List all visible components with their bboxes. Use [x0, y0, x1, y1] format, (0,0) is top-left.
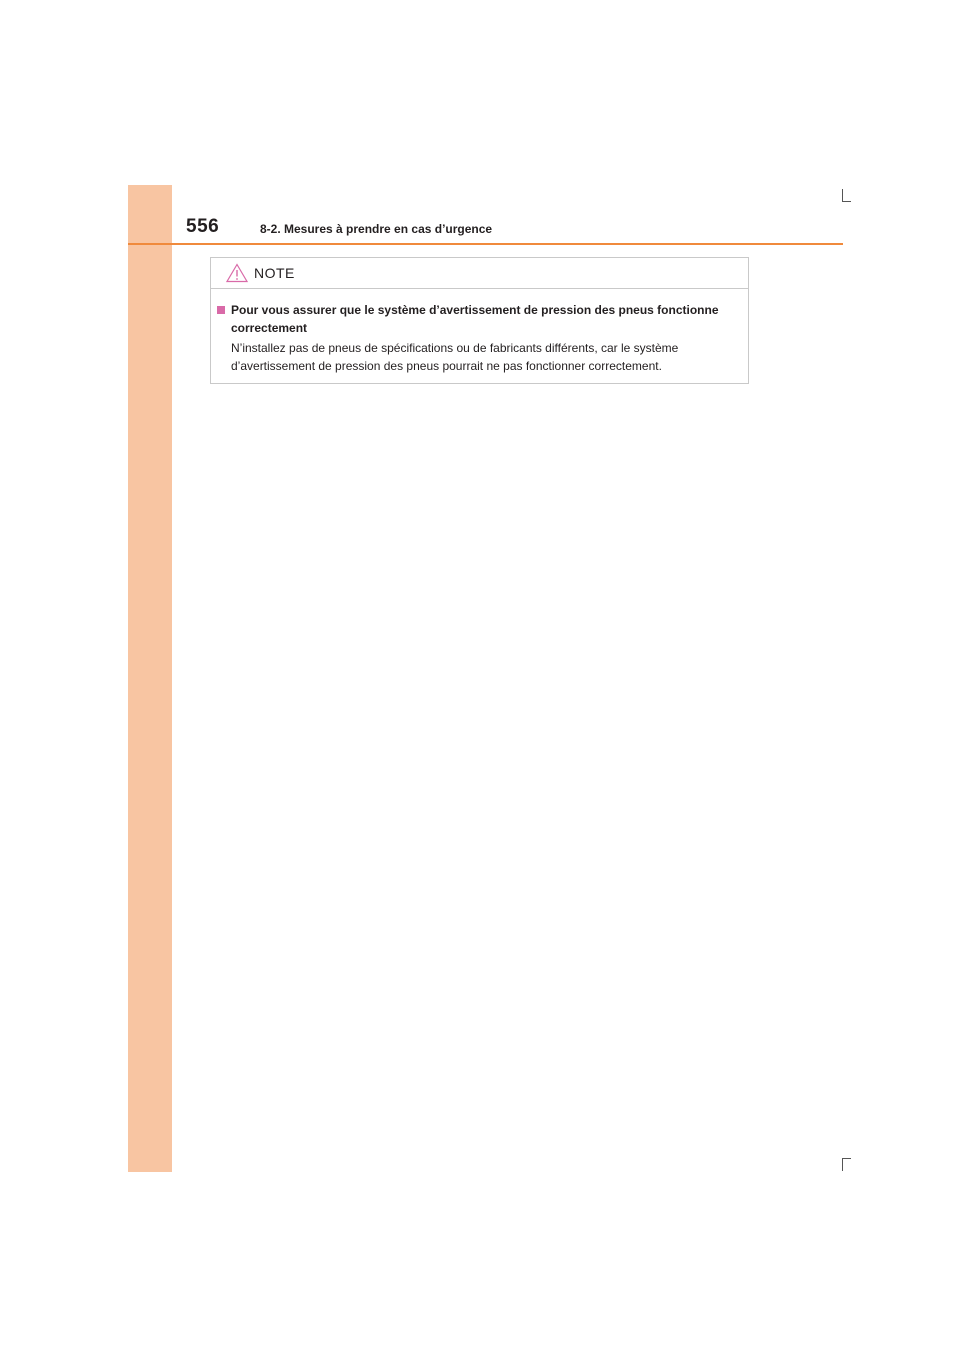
- note-box: [210, 257, 749, 384]
- crop-mark-top: [842, 189, 851, 202]
- section-title: 8-2. Mesures à prendre en cas d’urgence: [260, 222, 493, 236]
- note-header: [211, 258, 748, 289]
- header-rule: [128, 243, 843, 245]
- page-number: 556: [186, 216, 220, 237]
- crop-mark-bottom: [842, 1158, 851, 1171]
- bullet-square-icon: [217, 306, 225, 314]
- note-item-title-text: Pour vous assurer que le système d’avertissement de pression des pneus fonctionne correctement: [231, 303, 719, 335]
- note-item-text: N’installez pas de pneus de spécifications ou de fabricants différents, car le système d’avertissement de pression des pneus pourrait ne pas fonctionner correctement.: [231, 341, 679, 373]
- note-item-title: [217, 301, 740, 337]
- side-color-band: [128, 185, 172, 1172]
- warning-triangle-icon: [226, 263, 248, 283]
- note-body: [211, 289, 748, 375]
- note-label: NOTE: [254, 265, 295, 281]
